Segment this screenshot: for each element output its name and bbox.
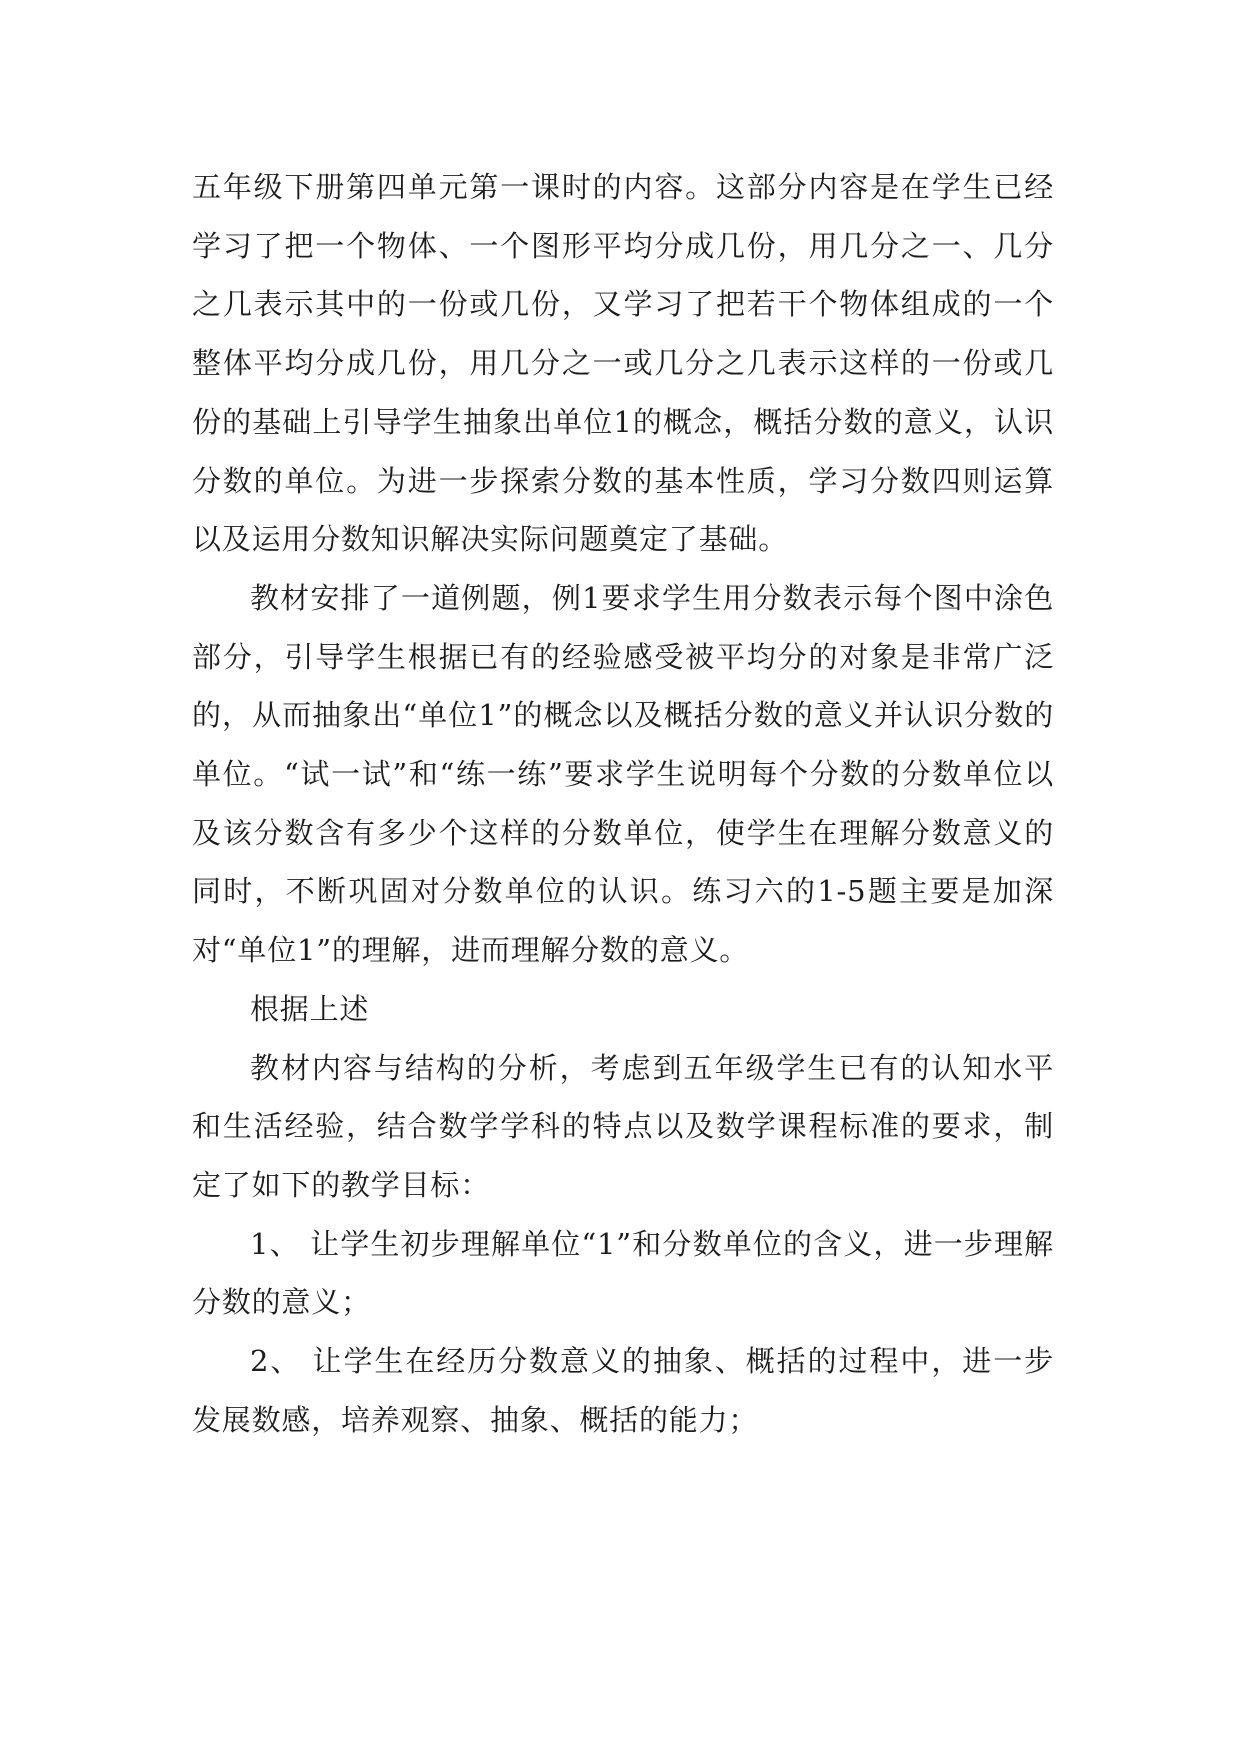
paragraph-1: 五年级下册第四单元第一课时的内容。这部分内容是在学生已经学习了把一个物体、一个图形平均分成几份，用几分之一、几分之几表示其中的一份或几份，又学习了把若干个物体组成的一个整体平均分成几份，用几分之一或几分之几表示这样的一份或几份的基础上引导学生抽象出单位1的概念，概括分数的意义，认识分数的单位。为进一步探索分数的基本性质，学习分数四则运算以及运用分数知识解决实际问题奠定了基础。 (192, 170, 1054, 557)
document-body (192, 158, 1054, 1449)
paragraph-2: 教材安排了一道例题，例1要求学生用分数表示每个图中涂色部分，引导学生根据已有的经验感受被平均分的对象是非常广泛的，从而抽象出“单位1”的概念以及概括分数的意义并认识分数的单位。“试一试”和“练一练”要求学生说明每个分数的分数单位以及该分数含有多少个这样的分数单位，使学生在理解分数意义的同时，不断巩固对分数单位的认识。练习六的1-5题主要是加深对“单位1”的理解，进而理解分数的意义。 (192, 580, 1054, 968)
paragraph-3: 根据上述 (250, 991, 370, 1026)
paragraph-4: 教材内容与结构的分析，考虑到五年级学生已有的认知水平和生活经验，结合数学学科的特点以及数学课程标准的要求，制定了如下的教学目标： (192, 1050, 1054, 1202)
objective-2: 2、 让学生在经历分数意义的抽象、概括的过程中，进一步发展数感，培养观察、抽象、概括的能力； (192, 1344, 1054, 1437)
objective-1: 1、 让学生初步理解单位“1”和分数单位的含义，进一步理解分数的意义； (192, 1226, 1054, 1320)
